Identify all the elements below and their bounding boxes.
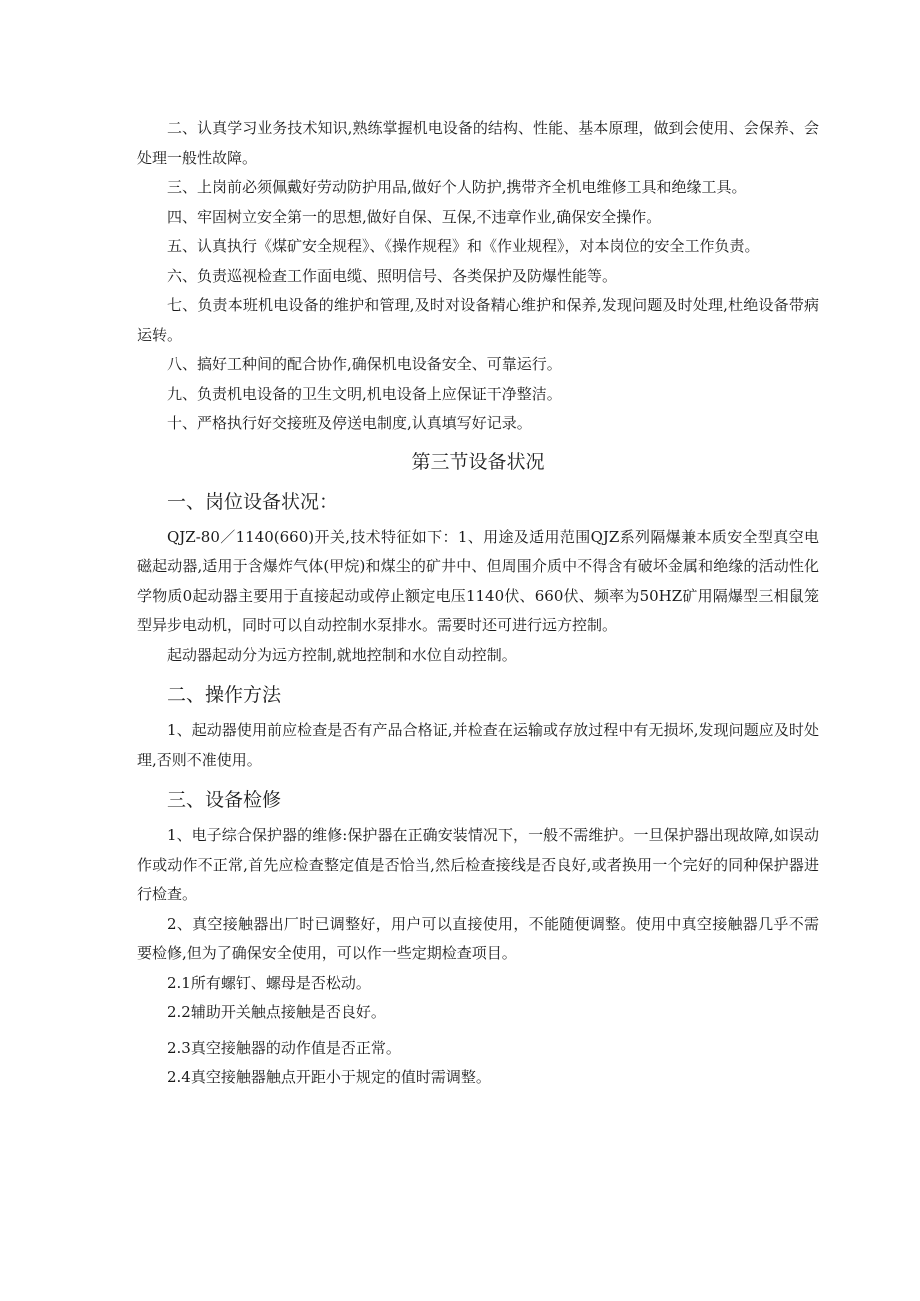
- check-item-2-4: 2.4真空接触器触点开距小于规定的值时需调整。: [167, 1068, 491, 1086]
- section-title: 第三节设备状况: [411, 450, 545, 473]
- maintenance-contactor: 2、真空接触器出厂时已调整好，用户可以直接使用，不能随便调整。使用中真空接触器几乎不需要检修,但为了确保安全使用，可以作一些定期检查项目。: [137, 914, 819, 962]
- document-body: [137, 114, 819, 1093]
- duty-item-3: 三、上岗前必须佩戴好劳动防护用品,做好个人防护,携带齐全机电维修工具和绝缘工具。: [167, 178, 747, 196]
- duty-item-9: 九、负责机电设备的卫生文明,机电设备上应保证干净整洁。: [167, 384, 562, 403]
- operation-step-1: 1、起动器使用前应检查是否有产品合格证,并检查在运输或存放过程中有无损坏,发现问题应及时处理,否则不准使用。: [137, 721, 819, 769]
- duty-item-4: 四、牢固树立安全第一的思想,做好自保、互保,不违章作业,确保安全操作。: [167, 207, 662, 226]
- equipment-description: QJZ-80／1140(660)开关,技术特征如下：1、用途及适用范围QJZ系列隔爆兼本质安全型真空电磁起动器,适用于含爆炸气体(甲烷)和煤尘的矿井中、但周围介质中不得含有破坏金属和绝缘的活动性化学物质0起动器主要用于直接起动或停止额定电压1140伏、660伏、频率为50HZ矿用隔爆型三相鼠笼型异步电动机，同时可以自动控制水泵排水。需要时还可进行远方控制。: [137, 527, 819, 634]
- check-item-2-1: 2.1所有螺钉、螺母是否松动。: [167, 973, 371, 992]
- check-item-2-3: 2.3真空接触器的动作值是否正常。: [167, 1038, 401, 1057]
- operation-method-heading: 二、操作方法: [167, 684, 282, 706]
- duty-item-5: 五、认真执行《煤矿安全规程》、《操作规程》和《作业规程》，对本岗位的安全工作负责。: [167, 237, 760, 255]
- starter-control-modes: 起动器起动分为远方控制,就地控制和水位自动控制。: [167, 645, 517, 664]
- duty-item-6: 六、负责巡视检查工作面电缆、照明信号、各类保护及防爆性能等。: [167, 266, 618, 285]
- duty-item-2: 二、认真学习业务技术知识,熟练掌握机电设备的结构、性能、基本原理，做到会使用、会保养、会处理一般性故障。: [137, 119, 819, 167]
- check-item-2-2: 2.2辅助开关触点接触是否良好。: [167, 1003, 386, 1021]
- equipment-maintenance-heading: 三、设备检修: [167, 789, 282, 811]
- duty-item-10: 十、严格执行好交接班及停送电制度,认真填写好记录。: [167, 414, 532, 432]
- equipment-status-heading: 一、岗位设备状况：: [167, 490, 339, 513]
- duty-item-7: 七、负责本班机电设备的维护和管理,及时对设备精心维护和保养,发现问题及时处理,杜绝设备带病运转。: [137, 296, 819, 344]
- maintenance-protector: 1、电子综合保护器的维修:保护器在正确安装情况下，一般不需维护。一旦保护器出现故障,如误动作或动作不正常,首先应检查整定值是否恰当,然后检查接线是否良好,或者换用一个完好的同种保护器进行检查。: [137, 826, 819, 903]
- duty-item-8: 八、搞好工种间的配合协作,确保机电设备安全、可靠运行。: [167, 355, 562, 373]
